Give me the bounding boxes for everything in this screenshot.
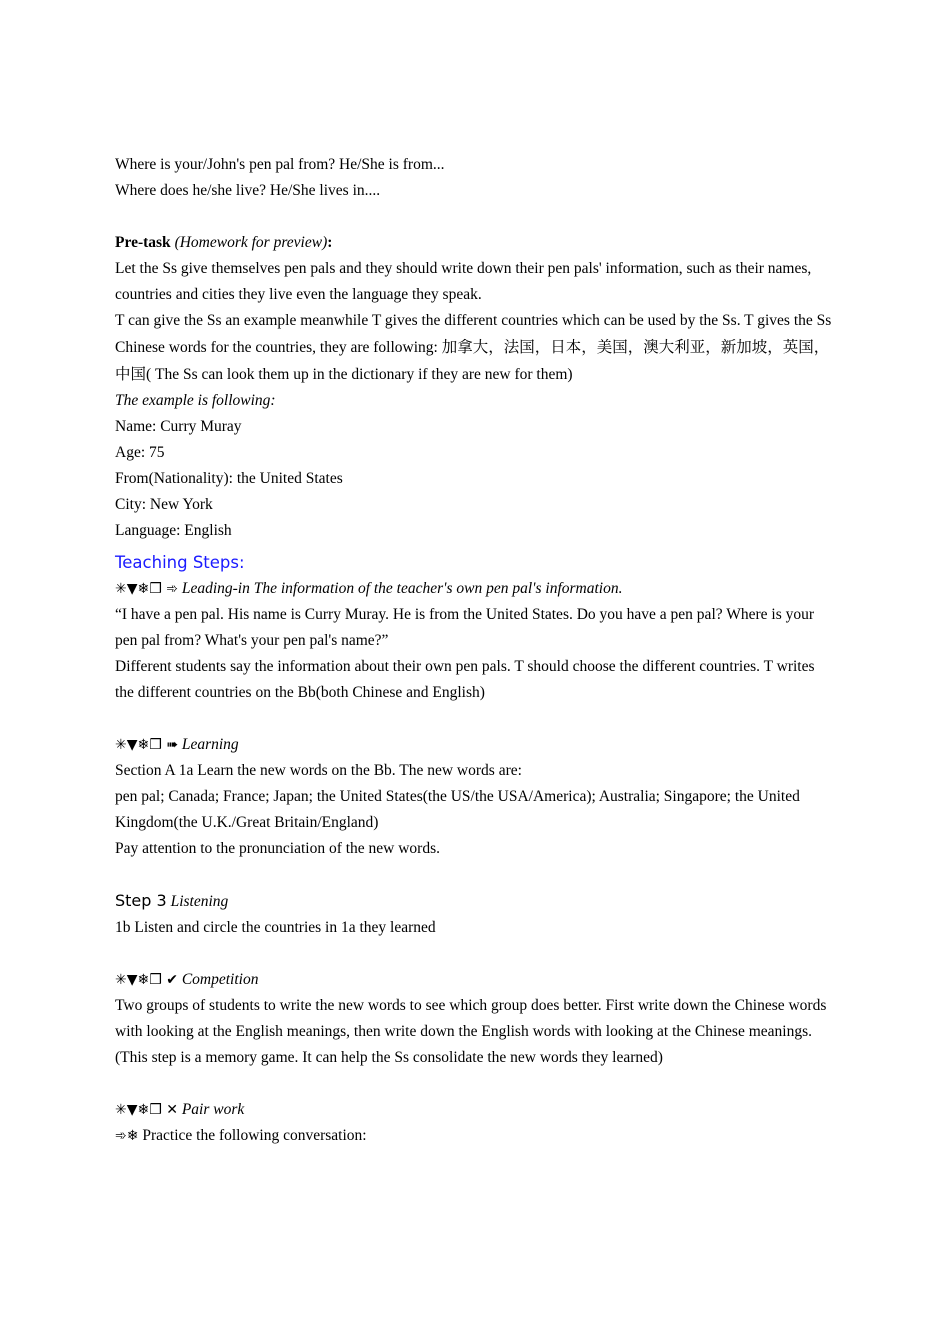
example-from: From(Nationality): the United States [115, 470, 343, 487]
step2-line-3: Pay attention to the pronunciation of the new words. [115, 840, 441, 857]
step2-heading [115, 732, 835, 758]
step3-title: Listening [170, 893, 229, 910]
step1-symbols: ✳▼❄❒ ➾ [115, 581, 178, 597]
example-language: Language: English [115, 522, 232, 539]
step1-title: Leading-in The information of the teacher's own pen pal's information. [181, 580, 623, 597]
pretask-heading [115, 230, 835, 256]
step1-text: Different students say the information about their own pen pals. T should choose the different countries. T writes the different countries on the Bb(both Chinese and English) [115, 658, 815, 701]
step2-title: Learning [181, 736, 239, 753]
spacer [115, 862, 835, 888]
step3-line-1: 1b Listen and circle the countries in 1a they learned [115, 919, 436, 936]
step4-line-2: (This step is a memory game. It can help the Ss consolidate the new words they learned) [115, 1049, 663, 1066]
step2-symbols: ✳▼❄❒ ➠ [115, 737, 178, 753]
step5-symbols: ✳▼❄❒ ✕ [115, 1102, 178, 1118]
step5-line-1 [115, 1123, 835, 1149]
pretask-p2-note: ( The Ss can look them up in the dictionary if they are new for them) [146, 366, 573, 383]
step1-quote: “I have a pen pal. His name is Curry Muray. He is from the United States. Do you have a pen pal? Where is your pen pal from? What's your pen pal's name?” [115, 606, 815, 649]
spacer [115, 1071, 835, 1097]
step3-heading [115, 888, 835, 915]
step4-symbols: ✳▼❄❒ ✔ [115, 972, 178, 988]
pretask-paragraph-2 [115, 308, 835, 388]
step2-line-2: pen pal; Canada; France; Japan; the United States(the US/the USA/America); Australia; Singapore; the United Kingdom(the U.K./Great Britain/England) [115, 788, 800, 831]
example-name: Name: Curry Muray [115, 418, 242, 435]
step1-heading [115, 576, 835, 602]
step5-sub-symbols: ➾❄ [115, 1128, 139, 1144]
pretask-colon: : [327, 234, 333, 251]
step2-line-1: Section A 1a Learn the new words on the Bb. The new words are: [115, 762, 522, 779]
step4-title: Competition [181, 971, 259, 988]
teaching-steps-heading: Teaching Steps: [115, 553, 245, 572]
step4-line-1: Two groups of students to write the new words to see which group does better. First write down the Chinese words with looking at the English meanings, then write down the English words with looking at the Chinese meanings. [115, 997, 827, 1040]
step4-heading [115, 967, 835, 993]
document-body [115, 152, 835, 1149]
example-city: City: New York [115, 496, 213, 513]
step5-title: Pair work [181, 1101, 245, 1118]
step5-heading [115, 1097, 835, 1123]
spacer [115, 706, 835, 732]
example-intro: The example is following: [115, 392, 276, 409]
step5-instruction: Practice the following conversation: [142, 1127, 367, 1144]
example-age: Age: 75 [115, 444, 165, 461]
spacer [115, 941, 835, 967]
spacer [115, 204, 835, 230]
pretask-label: Pre-task [115, 234, 171, 251]
pretask-p2-text: T can give the Ss an example meanwhile T gives the different countries which can be used by the Ss. T gives the Ss Chinese words for the countries, they are following: [115, 312, 832, 356]
pretask-chinese-countries: 加拿大，法国，日本，美国，澳大利亚，新加坡，英国，中国 [115, 338, 830, 383]
question-line-2: Where does he/she live? He/She lives in.... [115, 182, 381, 199]
question-line-1: Where is your/John's pen pal from? He/She is from... [115, 156, 445, 173]
pretask-note: (Homework for preview) [174, 234, 328, 251]
step3-label: Step 3 [115, 891, 167, 910]
pretask-paragraph-1: Let the Ss give themselves pen pals and they should write down their pen pals' information, such as their names, countries and cities they live even the language they speak. [115, 260, 812, 303]
